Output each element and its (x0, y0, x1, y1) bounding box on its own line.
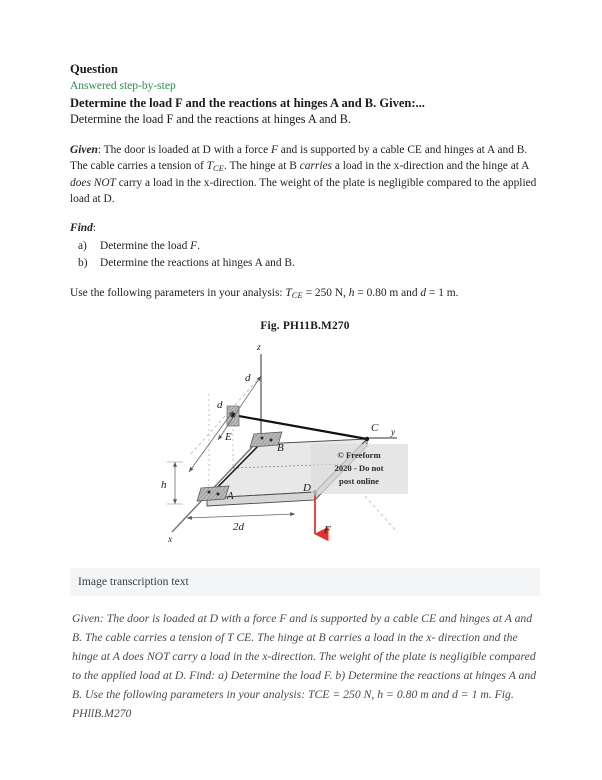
point-label-d: D (303, 482, 311, 495)
dimension-d-upper-label: d (245, 372, 251, 385)
transcription-body (70, 610, 540, 724)
transcription-heading: Image transcription text (70, 568, 540, 596)
params-tension-subscript: CE (291, 290, 303, 300)
axis-y-label: y (391, 428, 396, 439)
watermark-line-3: post online (339, 476, 379, 487)
question-header (70, 62, 540, 128)
find-label-line (70, 220, 540, 236)
dimension-2d-label: 2d (233, 521, 244, 534)
free-body-diagram (105, 336, 505, 548)
dimension-d-upper (218, 372, 261, 440)
point-label-b: B (277, 442, 284, 455)
find-item-b (70, 255, 540, 272)
tension-symbol: T (206, 160, 213, 173)
status-badge: Answered step-by-step (70, 79, 176, 92)
transcription-figure-ref: PHllB.M270 (72, 706, 132, 720)
transcription-text: Given: The door is loaded at D with a force F and is supported by a cable CE and hinges at A and B. The cable carries a tension of T CE. The hinge at B carries a load in the x- direction and the hinge at A does NOT carry a load in the x-direction. The weight of the plate is negligible compared to the applied load at D. Find: a) Determine the load F. b) Determine the reactions at hinges A and B. Use the following parameters in your analysis: TCE = 250 N, h = 0.80 m and d = 1 m. Fig. (72, 612, 537, 701)
force-arrow-f (315, 496, 331, 536)
dimension-d-lower-label: d (217, 399, 223, 412)
find-item-b-marker: b) (78, 256, 88, 269)
watermark-line-2: 2020 - Do not (334, 463, 384, 474)
given-doesnot-emphasis: does NOT (70, 176, 116, 189)
axis-z-label: z (257, 343, 261, 354)
find-item-a-marker: a) (78, 240, 87, 253)
dimension-h-label: h (161, 479, 167, 492)
watermark-line-1: © Freeform (337, 450, 381, 461)
given-label: Given (70, 144, 98, 157)
find-item-a (70, 238, 540, 255)
given-text-5: carry a load in the x-direction. The weight of the plate is negligible compared to the applied load at D. (70, 176, 537, 206)
params-h-symbol: h (348, 286, 355, 299)
dimension-h (161, 462, 183, 504)
find-item-a-text-end: . (197, 240, 200, 253)
given-text-1: : The door is loaded at D with a force (97, 144, 271, 157)
params-text-1: Use the following parameters in your analysis: (70, 286, 286, 299)
params-d-symbol: d (420, 286, 427, 299)
find-item-a-symbol: F (190, 240, 198, 253)
question-label: Question (70, 62, 118, 76)
given-text-4: a load in the x-direction and the hinge at A (331, 160, 529, 173)
given-carries-emphasis: carries (299, 160, 332, 173)
question-headline: Determine the load F and the reactions at hinges A and B. Given:... (70, 96, 425, 110)
params-text-3: = 0.80 m and (354, 286, 421, 299)
axis-x-label: x (168, 535, 173, 546)
figure-container (70, 336, 540, 548)
given-force-symbol: F (270, 144, 278, 157)
given-text-3: . The hinge at B (223, 160, 300, 173)
params-text-4: = 1 m. (426, 286, 459, 299)
params-tension-symbol: T (285, 286, 292, 299)
cable-ce (233, 415, 367, 439)
find-colon: : (92, 222, 96, 235)
problem-statement (70, 142, 540, 301)
hinge-bracket-a (197, 486, 229, 501)
figure-caption: Fig. PH11B.M270 (260, 320, 350, 333)
given-paragraph (70, 142, 540, 207)
point-label-a: A (227, 490, 234, 503)
find-label: Find (70, 222, 93, 235)
watermark (311, 444, 408, 494)
support-bracket-e (227, 406, 239, 426)
params-text-2: = 250 N, (302, 286, 349, 299)
question-subtitle: Determine the load F and the reactions at hinges A and B. (70, 112, 351, 127)
parameters-line (70, 285, 540, 302)
point-label-c: C (371, 422, 379, 435)
tension-subscript: CE (212, 164, 224, 174)
given-text-2: and is supported by a cable CE and hinges at A and B. The cable carries a tension of (70, 144, 528, 173)
point-label-e: E (225, 431, 232, 444)
dimension-2d (187, 514, 295, 533)
find-item-a-text: Determine the load (100, 240, 191, 253)
find-item-b-text: Determine the reactions at hinges A and B. (100, 256, 295, 269)
find-list (70, 238, 540, 271)
force-label-f: F (324, 524, 331, 537)
